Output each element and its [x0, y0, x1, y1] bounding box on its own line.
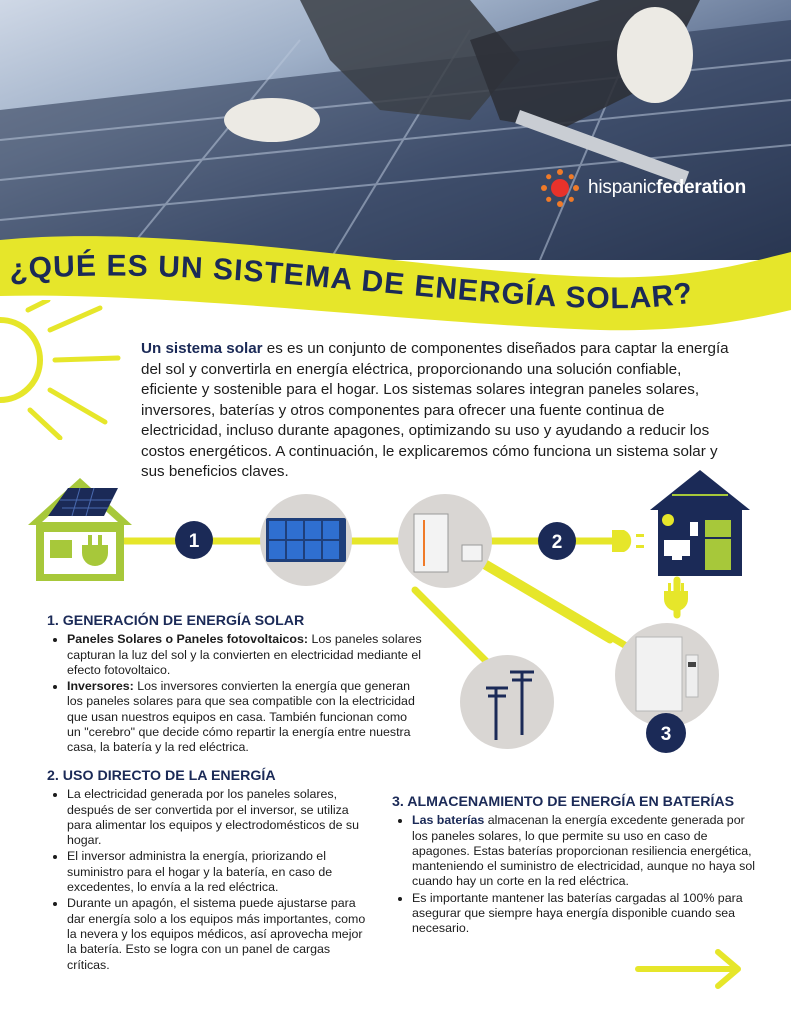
inverter-icon	[398, 494, 492, 588]
svg-text:3: 3	[660, 724, 672, 745]
list-item: • La electricidad generada por los paneles solares, después de ser convertida por el inversor, se utiliza para alimentar los equipos y electrodomésticos de su hogar.	[67, 787, 372, 848]
section-3-title: 3. ALMACENAMIENTO DE ENERGÍA EN BATERÍAS	[392, 794, 735, 810]
hero-photo	[0, 0, 791, 260]
section-3-list	[392, 813, 757, 936]
section-1-list	[47, 632, 422, 755]
list-item: • Las baterías almacenan la energía excedente generada por los paneles solares, lo que permite su uso en caso de apagones. Estas baterías proporcionan resiliencia energética, manteniendo el suministro de electricidad, aunque no haya sol cuando hay un corte en la red eléctrica.	[412, 813, 757, 889]
solar-panel-icon	[260, 494, 352, 586]
list-item: • Es importante mantener las baterías cargadas al 100% para asegurar que siempre haya energía disponible cuando sea necesario.	[412, 891, 757, 937]
section-2-title: 2. USO DIRECTO DE LA ENERGÍA	[47, 768, 276, 784]
svg-text:2: 2	[551, 532, 563, 553]
sun-icon	[0, 300, 140, 440]
arrow-right-icon[interactable]	[634, 946, 749, 992]
power-tower-icon	[460, 655, 554, 749]
battery-icon	[615, 623, 719, 727]
plug-icon-right	[612, 530, 644, 552]
solar-install-photo	[0, 0, 791, 260]
house-solar-icon	[28, 478, 132, 581]
step-1-badge	[175, 521, 213, 559]
house-appliances-icon	[650, 470, 750, 576]
hispanic-federation-logo	[540, 168, 746, 208]
section-direct-use	[47, 769, 372, 974]
list-item: • El inversor administra la energía, priorizando el suministro para el hogar y la batería, en caso de excedentes, lo envía a la red eléctrica.	[67, 849, 372, 895]
list-item: • Paneles Solares o Paneles fotovoltaicos: Los paneles solares capturan la luz del sol y la convierten en electricidad mediante el efecto fotovoltaico.	[67, 632, 422, 678]
svg-text:1: 1	[188, 531, 200, 552]
list-item: • Inversores: Los inversores convierten la energía que generan los paneles solares para que sea compatible con la electricidad que usan nuestros equipos en casa. También funcionan como un "cerebro" que decide cómo repartir la energía entre nuestra casa, la batería y la red eléctrica.	[67, 679, 422, 755]
intro-paragraph: Un sistema solar es es un conjunto de componentes diseñados para captar la energía del sol y convertirla en energía eléctrica, proporcionando una solución confiable, eficiente y sostenible para el hogar. Los sistemas solares integran paneles solares, inversores, baterías y otros componentes para ofrecer una fuente continua de electricidad, incluso durante apagones, optimizando su uso y ayudando a reducir los costos energéticos. A continuación, le explicaremos cómo funciona un sistema solar y sus beneficios claves.	[141, 340, 729, 480]
logo-text: hispanicfederation	[588, 177, 746, 198]
section-1-title: 1. GENERACIÓN DE ENERGÍA SOLAR	[47, 613, 305, 629]
section-storage	[392, 795, 757, 938]
section-2-list	[47, 787, 372, 973]
step-3-badge	[646, 713, 686, 753]
step-2-badge	[538, 522, 576, 560]
page-title: ¿QUÉ ES UN SISTEMA DE ENERGÍA SOLAR?	[7, 249, 696, 316]
logo-mark	[540, 168, 580, 208]
list-item: • Durante un apagón, el sistema puede ajustarse para dar energía solo a los equipos más importantes, como la nevera y los equipos médicos, así aprovecha mejor la batería. Esto se logra con un panel de cargas críticas.	[67, 896, 372, 972]
section-generation	[47, 614, 422, 757]
